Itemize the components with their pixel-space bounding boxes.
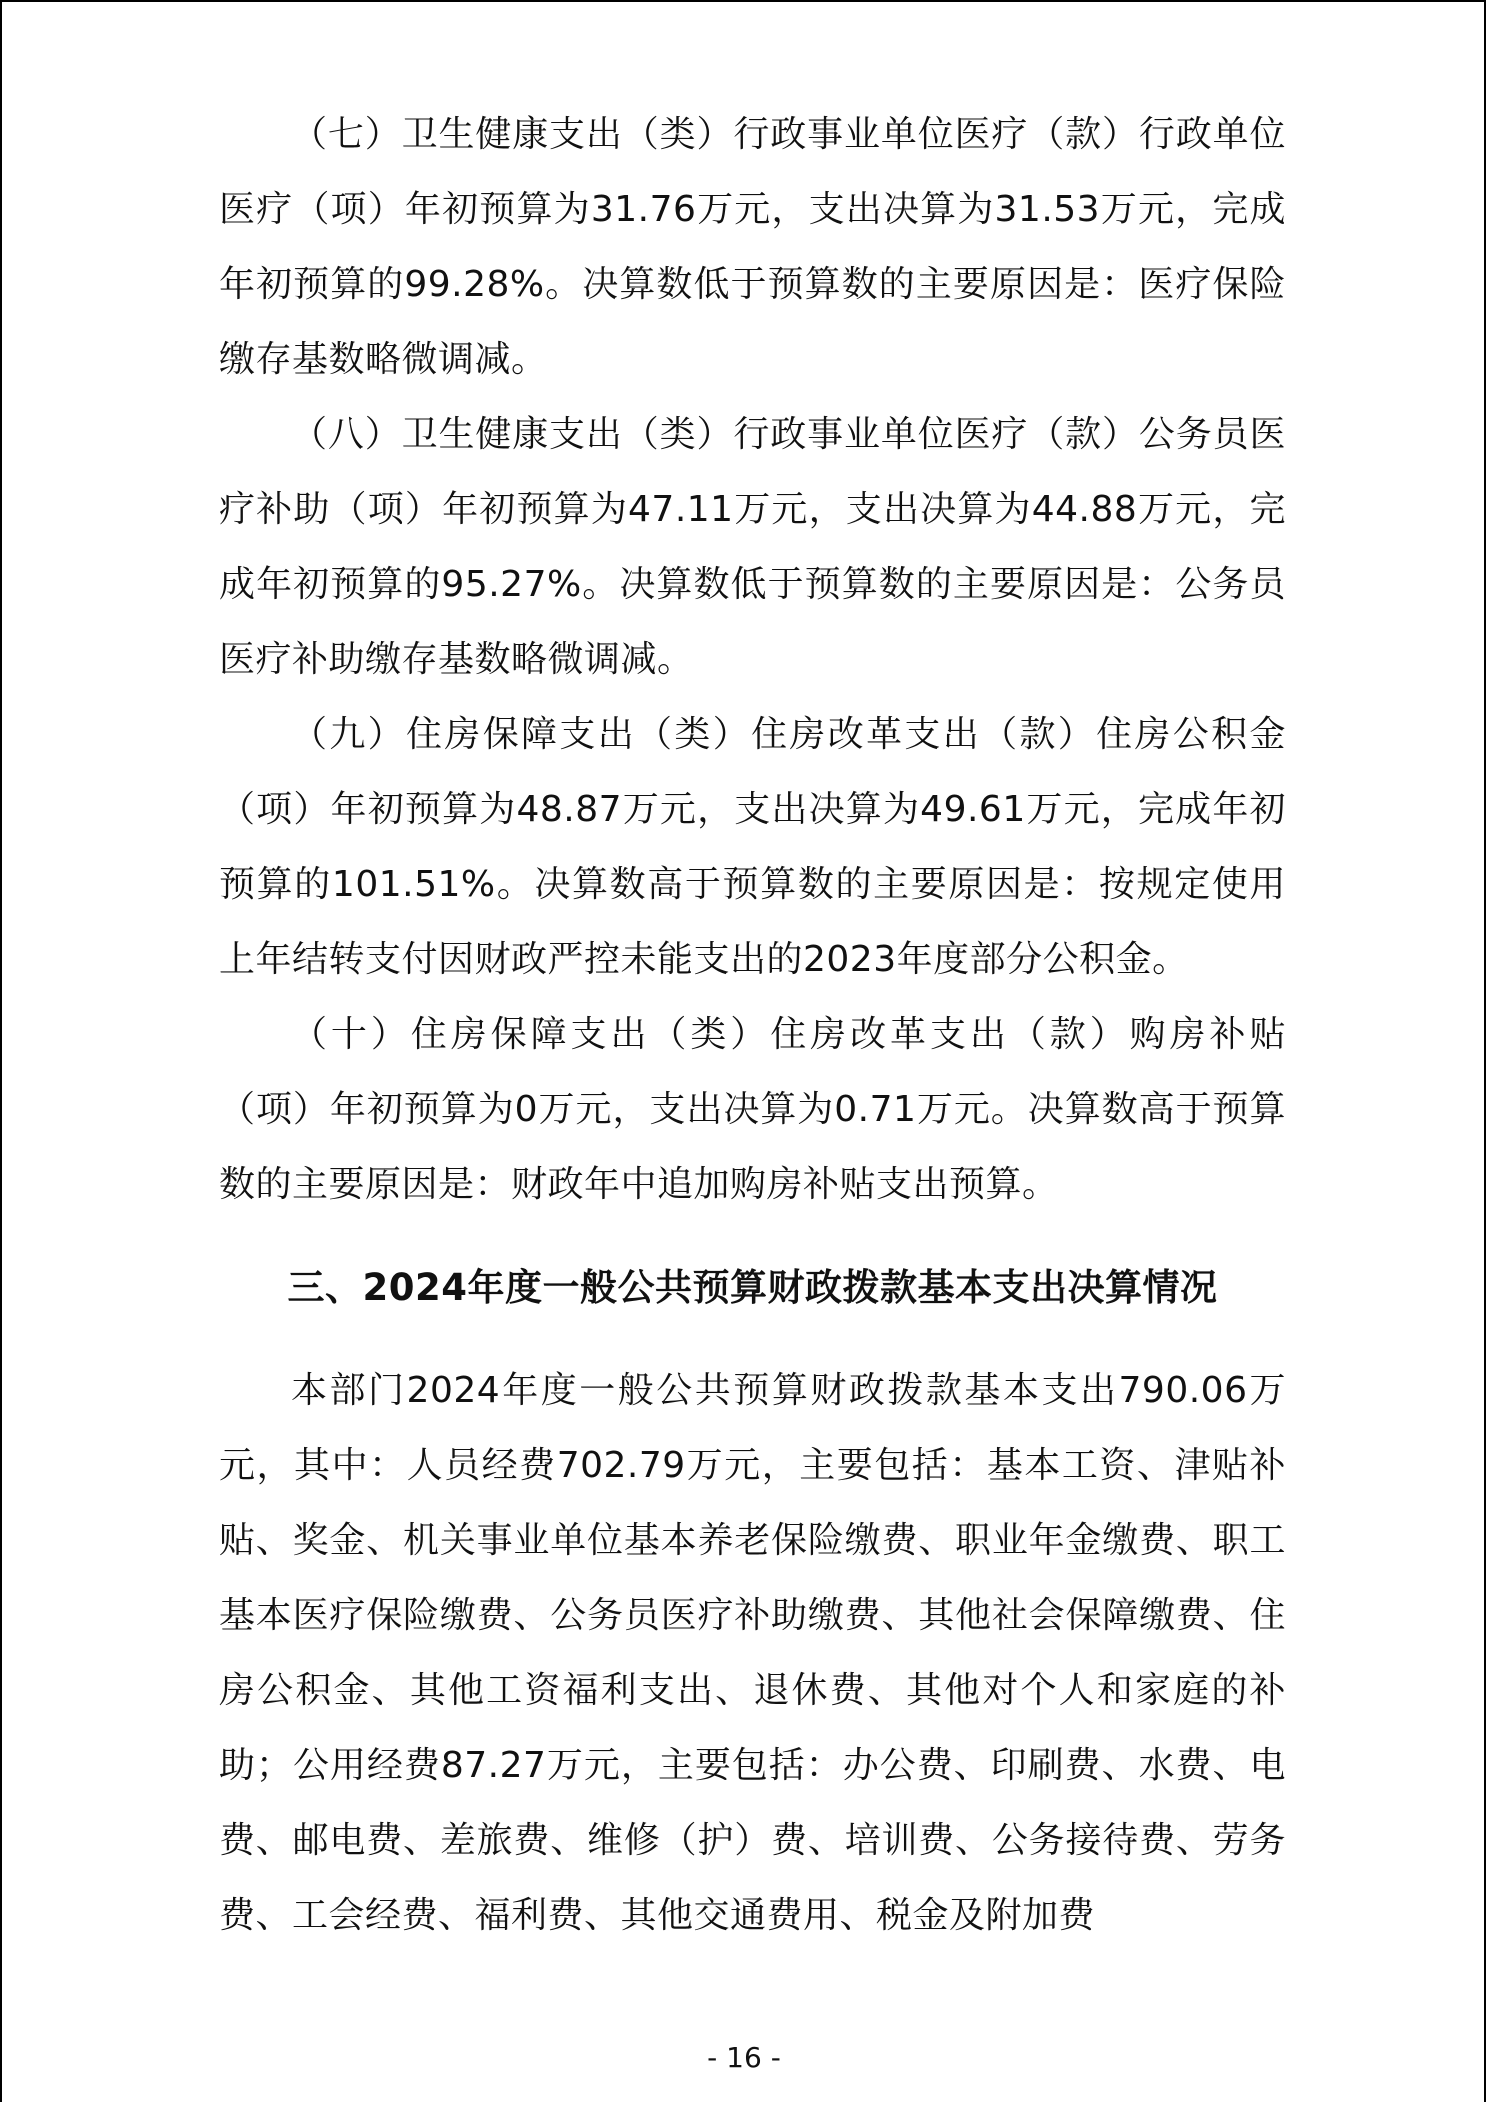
section-heading: 三、2024年度一般公共预算财政拨款基本支出决算情况 (287, 1266, 1218, 1309)
paragraph-basic-expenditure: 本部门2024年度一般公共预算财政拨款基本支出790.06万元，其中：人员经费702.79万元，主要包括：基本工资、津贴补贴、奖金、机关事业单位基本养老保险缴费、职业年金缴费、职工基本医疗保险缴费、公务员医疗补助缴费、其他社会保障缴费、住房公积金、其他工资福利支出、退休费、其他对个人和家庭的补助；公用经费87.27万元，主要包括：办公费、印刷费、水费、电费、邮电费、差旅费、维修（护）费、培训费、公务接待费、劳务费、工会经费、福利费、其他交通费用、税金及附加费 (219, 1370, 1286, 1936)
paragraph-item-9: （九）住房保障支出（类）住房改革支出（款）住房公积金（项）年初预算为48.87万元，支出决算为49.61万元，完成年初预算的101.51%。决算数高于预算数的主要原因是：按规定使用上年结转支付因财政严控未能支出的2023年度部分公积金。 (219, 714, 1286, 980)
paragraph-item-8: （八）卫生健康支出（类）行政事业单位医疗（款）公务员医疗补助（项）年初预算为47.11万元，支出决算为44.88万元，完成年初预算的95.27%。决算数低于预算数的主要原因是：公务员医疗补助缴存基数略微调减。 (219, 414, 1286, 680)
paragraph-item-7: （七）卫生健康支出（类）行政事业单位医疗（款）行政单位医疗（项）年初预算为31.76万元，支出决算为31.53万元，完成年初预算的99.28%。决算数低于预算数的主要原因是：医疗保险缴存基数略微调减。 (219, 114, 1286, 380)
page-number: - 16 - (707, 2041, 781, 2074)
document-body (219, 97, 1286, 1953)
paragraph-item-10: （十）住房保障支出（类）住房改革支出（款）购房补贴（项）年初预算为0万元，支出决算为0.71万元。决算数高于预算数的主要原因是：财政年中追加购房补贴支出预算。 (219, 1014, 1286, 1205)
